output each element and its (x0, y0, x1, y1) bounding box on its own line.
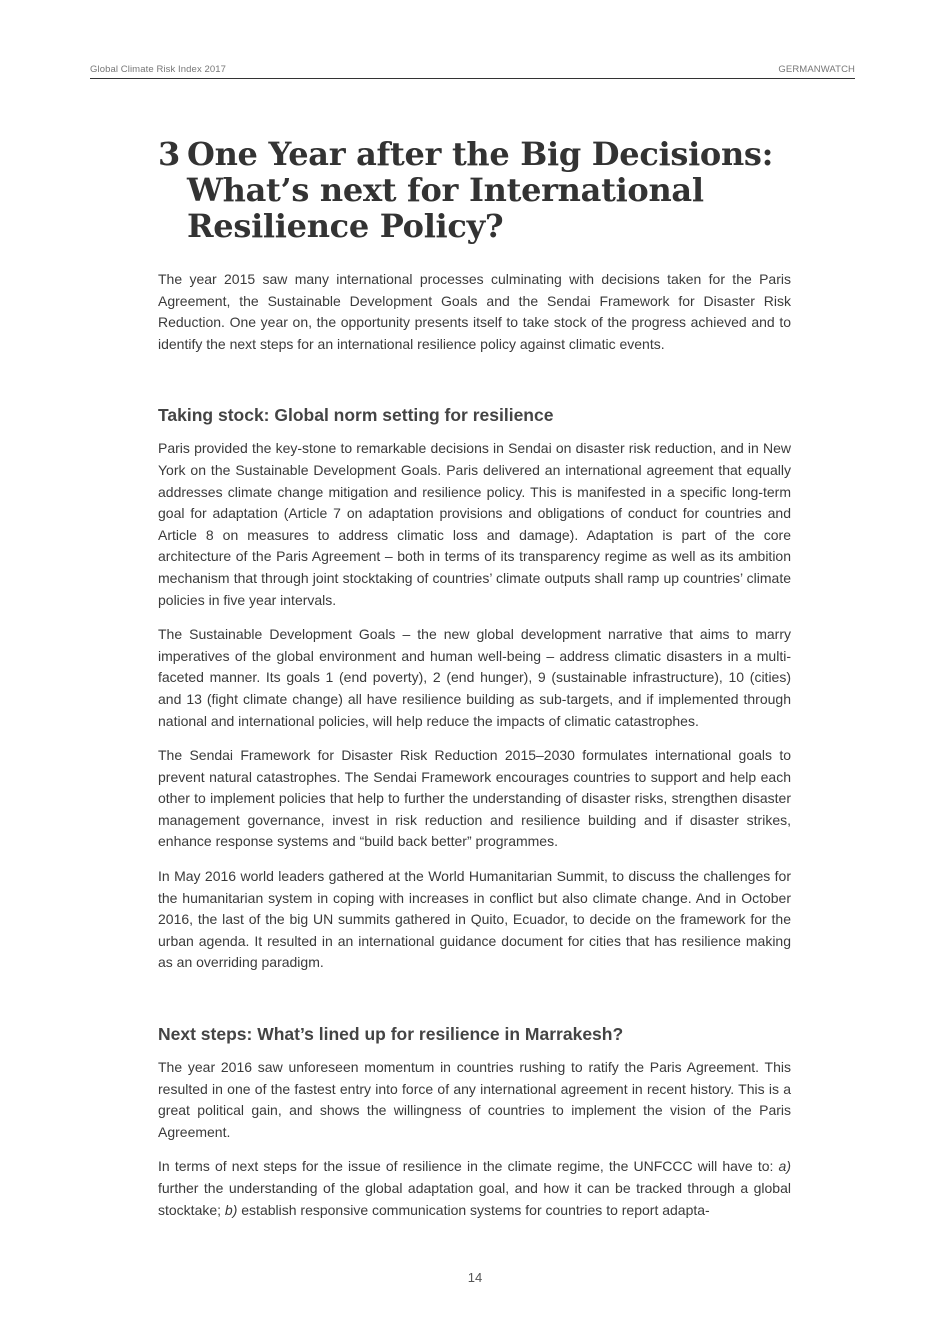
header-report-title: Global Climate Risk Index 2017 (90, 64, 227, 75)
paragraph-ratification: The year 2016 saw unforeseen momentum in countries rushing to ratify the Paris Agreement. This resulted in one of the fastest entry into force of any international agreement in recent history. This is a great political gain, and shows the willingness of countries to implement the vision of the Paris Agreement. (158, 1059, 791, 1140)
chapter-number: 3 (158, 135, 180, 173)
next-steps-text-1: In terms of next steps for the issue of resilience in the climate regime, the UNFCCC will have to: (158, 1158, 779, 1175)
paragraph-sendai: The Sendai Framework for Disaster Risk Reduction 2015–2030 formulates international goals to prevent natural catastrophes. The Sendai Framework encourages countries to support and help each other to implement policies that help to further the understanding of disaster risks, strengthen disaster management governance, invest in risk reduction and resilience building and if disaster strikes, enhance response systems and “build back better” programmes. (158, 747, 791, 850)
list-marker-b: b) (224, 1201, 238, 1218)
paragraph-next-steps (158, 1156, 791, 1221)
next-steps-text-2: further the understanding of the global adaptation goal, and how it can be tracked through a global stocktake; (158, 1180, 791, 1218)
paragraph-paris: Paris provided the key-stone to remarkable decisions in Sendai on disaster risk reduction, and in New York on the Sustainable Development Goals. Paris delivered an international agreement that equally addresses climate change mitigation and resilience policy. This is manifested in a specific long-term goal for adaptation (Article 7 on adaptation provisions and obligations of conduct for countries and Article 8 on measures to address climatic loss and damage). Adaptation is part of the core architecture of the Paris Agreement – both in terms of its transparency regime as well as its ambition mechanism that through joint stocktaking of countries’ climate outputs shall ramp up countries’ climate policies in five year intervals. (158, 440, 791, 608)
header-publisher: GERMANWATCH (778, 64, 855, 75)
paragraph-summits: In May 2016 world leaders gathered at the World Humanitarian Summit, to discuss the challenges for the humanitarian system in coping with increases in conflict but also climate change. And in October 2016, the last of the big UN summits gathered in Quito, Ecuador, to decide on the framework for the urban agenda. It resulted in an international guidance document for cities that has resilience making as an overriding paradigm. (158, 868, 791, 971)
chapter-title (158, 136, 791, 244)
intro-paragraph: The year 2015 saw many international processes culminating with decisions taken for the Paris Agreement, the Sustainable Development Goals and the Sendai Framework for Disaster Risk Reduction. One year on, the opportunity presents itself to take stock of the progress achieved and to identify the next steps for an international resilience policy against climatic events. (158, 271, 791, 352)
paragraph-sdgs: The Sustainable Development Goals – the new global development narrative that aims to marry imperatives of the global environment and human well-being – address climatic disasters in a multi-faceted manner. Its goals 1 (end poverty), 2 (end hunger), 9 (sustainable infrastructure), 10 (cities) and 13 (fight climate change) all have resilience building as sub-targets, and if implemented through national and international policies, will help reduce the impacts of climatic catastrophes. (158, 626, 791, 729)
section-heading-next-steps: Next steps: What’s lined up for resilience in Marrakesh? (158, 1024, 624, 1045)
page-content (158, 136, 791, 1234)
page-number: 14 (467, 1270, 483, 1285)
next-steps-text-3: establish responsive communication systems for countries to report adapta- (237, 1201, 710, 1218)
chapter-title-text: One Year after the Big Decisions: What’s next for International Resilience Policy? (187, 135, 774, 245)
running-header (90, 64, 855, 79)
list-marker-a: a) (778, 1158, 791, 1175)
section-heading-taking-stock: Taking stock: Global norm setting for resilience (158, 405, 554, 426)
